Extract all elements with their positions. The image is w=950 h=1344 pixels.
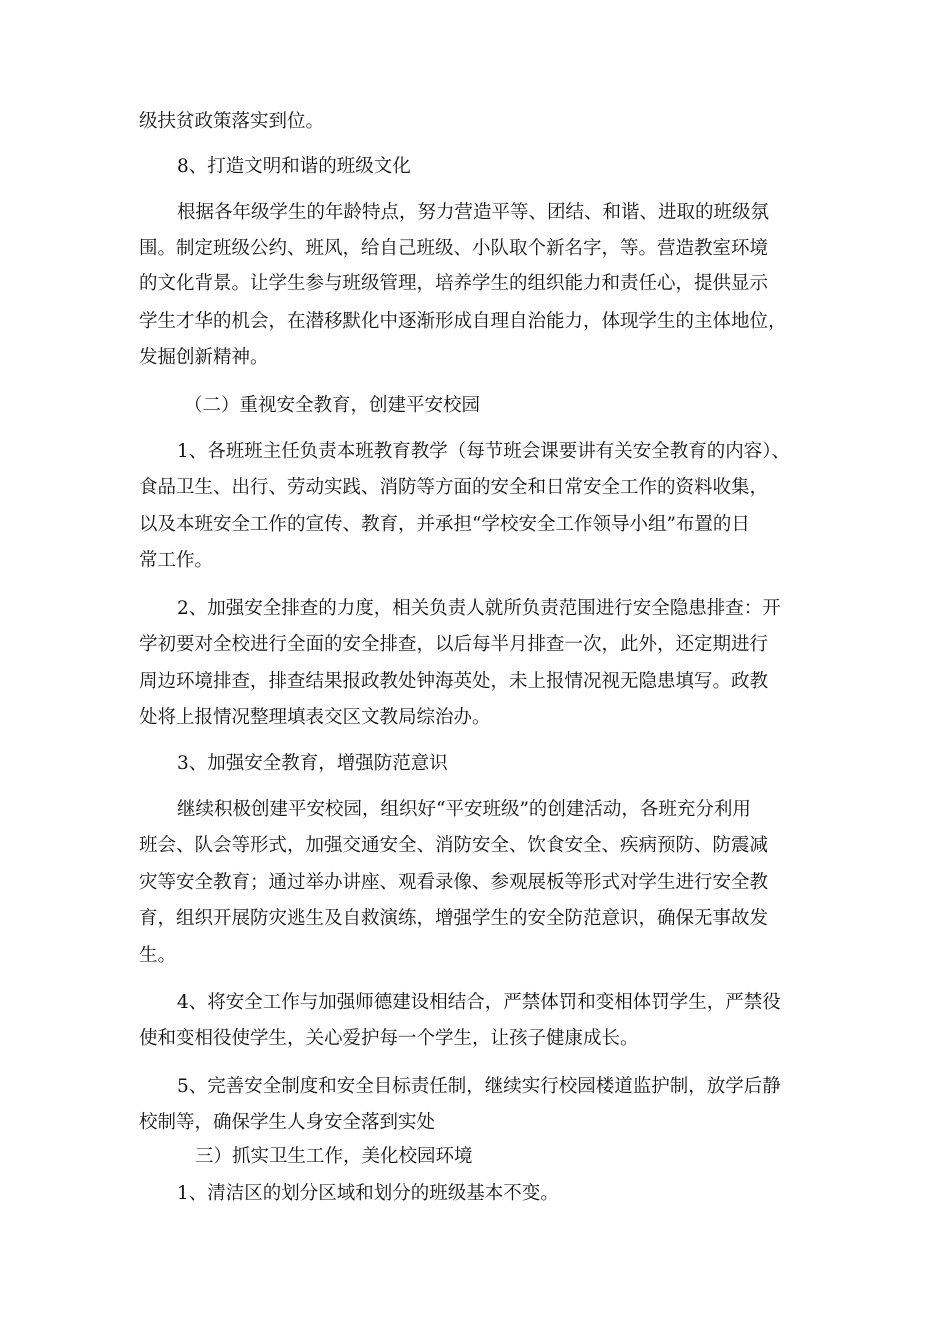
text-line: 的文化背景。让学生参与班级管理，培养学生的组织能力和责任心，提供显示 [139, 273, 769, 294]
text-line: 学生才华的机会，在潜移默化中逐渐形成自理自治能力，体现学生的主体地位， [139, 311, 787, 332]
text-line: 继续积极创建平安校园，组织好“平安班级”的创建活动，各班充分利用 [177, 799, 751, 820]
text-line: 周边环境排查，排查结果报政教处钟海英处，未上报情况视无隐患填写。政教 [139, 671, 769, 692]
text-line: 发掘创新精神。 [139, 347, 269, 368]
text-line: 生。 [139, 945, 177, 966]
text-line: 学初要对全校进行全面的安全排查，以后每半月排查一次，此外，还定期进行 [139, 634, 769, 655]
text-line: 4、将安全工作与加强师德建设相结合，严禁体罚和变相体罚学生，严禁役 [177, 992, 781, 1013]
text-line: 班会、队会等形式，加强交通安全、消防安全、饮食安全、疾病预防、防震减 [139, 835, 769, 856]
text-line: 校制等，确保学生人身安全落到实处 [139, 1112, 436, 1133]
text-line: 2、加强安全排查的力度，相关负责人就所负责范围进行安全隐患排查：开 [177, 598, 781, 619]
text-line: 1、清洁区的划分区域和划分的班级基本不变。 [177, 1183, 559, 1204]
text-line: 灾等安全教育；通过举办讲座、观看录像、参观展板等形式对学生进行安全教 [139, 872, 769, 893]
text-line: 处将上报情况整理填表交区文教局综治办。 [139, 707, 491, 728]
section-heading: 8、打造文明和谐的班级文化 [177, 156, 411, 177]
text-line: 食品卫生、出行、劳动实践、消防等方面的安全和日常安全工作的资料收集， [139, 477, 769, 498]
text-line: 育，组织开展防灾逃生及自救演练，增强学生的安全防范意识，确保无事故发 [139, 908, 769, 929]
text-line: 根据各年级学生的年龄特点，努力营造平等、团结、和谐、进取的班级氛 [177, 202, 770, 223]
text-line: 1、各班班主任负责本班教育教学（每节班会课要讲有关安全教育的内容）、 [177, 441, 791, 462]
text-line: 常工作。 [139, 550, 214, 571]
text-line: 以及本班安全工作的宣传、教育，并承担“学校安全工作领导小组”布置的日 [139, 514, 750, 535]
text-line: 围。制定班级公约、班风，给自己班级、小队取个新名字，等。营造教室环境 [139, 238, 769, 259]
section-heading: 三）抓实卫生工作，美化校园环境 [195, 1146, 473, 1167]
section-heading: （二）重视安全教育，创建平安校园 [184, 395, 481, 416]
text-line: 使和变相役使学生，关心爱护每一个学生，让孩子健康成长。 [139, 1028, 639, 1049]
section-heading: 3、加强安全教育，增强防范意识 [177, 753, 448, 774]
text-line: 级扶贫政策落实到位。 [139, 111, 325, 132]
text-line: 5、完善安全制度和安全目标责任制，继续实行校园楼道监护制，放学后静 [177, 1076, 781, 1097]
